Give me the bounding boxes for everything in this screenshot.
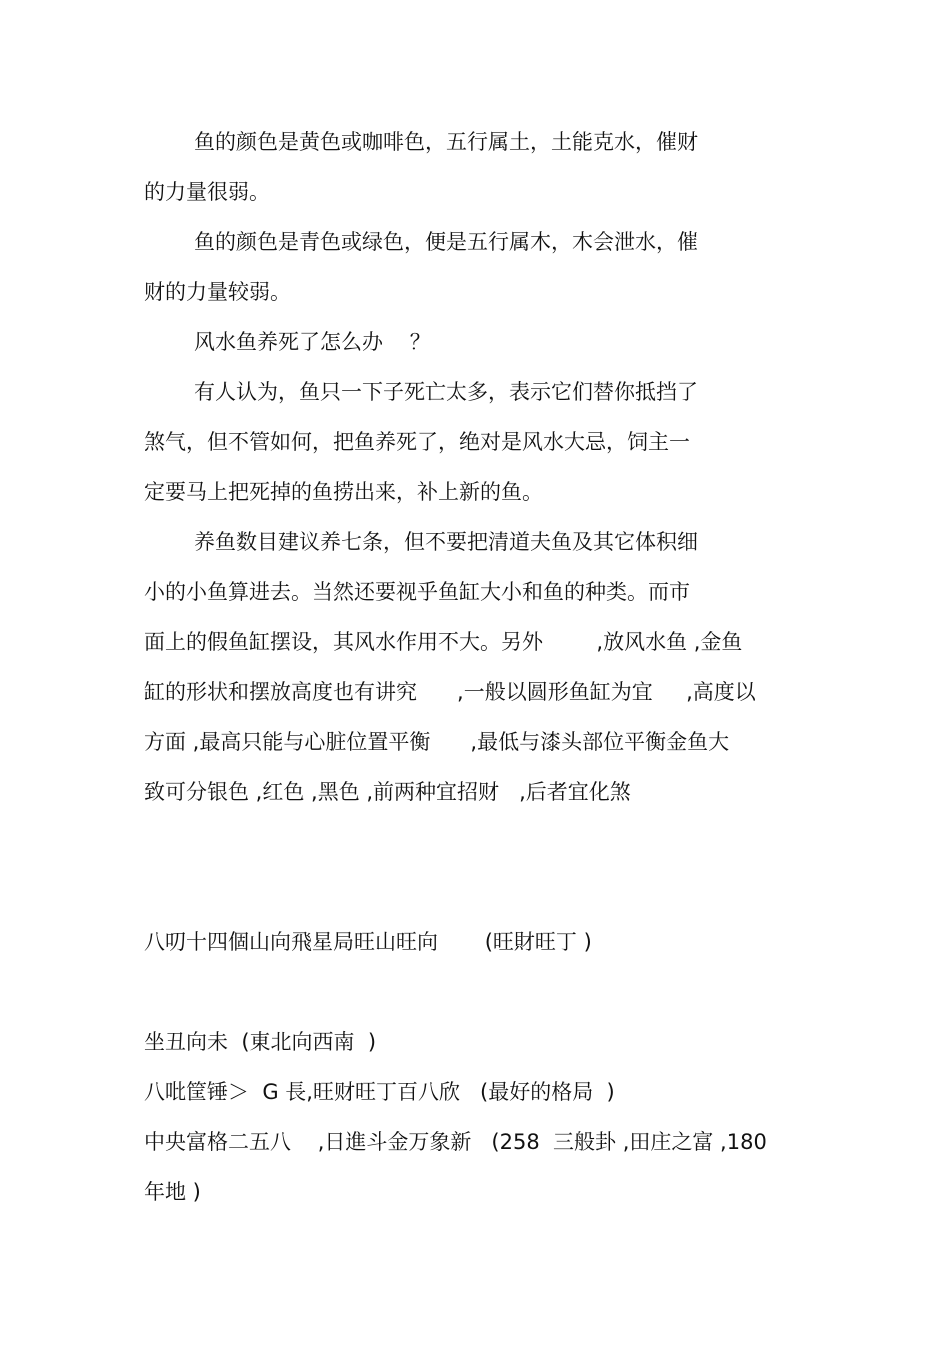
- paragraph-1-line-2: 的力量很弱。: [144, 180, 270, 204]
- paragraph-4-line-3: 定要马上把死掉的鱼捞出来，补上新的鱼。: [144, 480, 543, 504]
- paragraph-5-line-2: 小的小鱼算进去。当然还要视乎鱼缸大小和鱼的种类。而市: [144, 580, 690, 604]
- paragraph-4-line-1: 有人认为，鱼只一下子死亡太多，表示它们替你抵挡了: [194, 380, 698, 404]
- paragraph-4-line-2: 煞气，但不管如何，把鱼养死了，绝对是风水大忌，饲主一: [144, 430, 690, 454]
- paragraph-5-line-6: 致可分银色 ,红色 ,黑色 ,前两种宜招财 ,后者宜化煞: [144, 780, 631, 804]
- paragraph-5-line-5: 方面 ,最高只能与心脏位置平衡 ,最低与漆头部位平衡金鱼大: [144, 730, 730, 754]
- paragraph-1-line-1: 鱼的颜色是黄色或咖啡色，五行属土，土能克水，催财: [194, 130, 698, 154]
- section-heading: 八叨十四個山向飛星局旺山旺向 (旺財旺丁 ): [144, 930, 592, 954]
- paragraph-5-line-4: 缸的形状和摆放高度也有讲究 ,一般以圆形鱼缸为宜 ,高度以: [144, 680, 756, 704]
- paragraph-5-line-3: 面上的假鱼缸摆设，其风水作用不大。另外 ,放风水鱼 ,金鱼: [144, 630, 743, 654]
- paragraph-2-line-1: 鱼的颜色是青色或绿色，便是五行属木，木会泄水，催: [194, 230, 698, 254]
- paragraph-2-line-2: 财的力量较弱。: [144, 280, 291, 304]
- section-line-1: 坐丑向未 (東北向西南 ): [144, 1030, 377, 1054]
- section-line-4: 年地 ): [144, 1180, 201, 1204]
- section-line-3: 中央富格二五八 ,日進斗金万象新 (258 三般卦 ,田庄之富 ,180: [144, 1130, 767, 1154]
- paragraph-3-line-1: 风水鱼养死了怎么办 ？: [194, 330, 431, 354]
- paragraph-5-line-1: 养鱼数目建议养七条，但不要把清道夫鱼及其它体积细: [194, 530, 698, 554]
- section-line-2: 八吡筐锤＞ G 長,旺财旺丁百八欣 (最好的格局 ): [144, 1080, 615, 1104]
